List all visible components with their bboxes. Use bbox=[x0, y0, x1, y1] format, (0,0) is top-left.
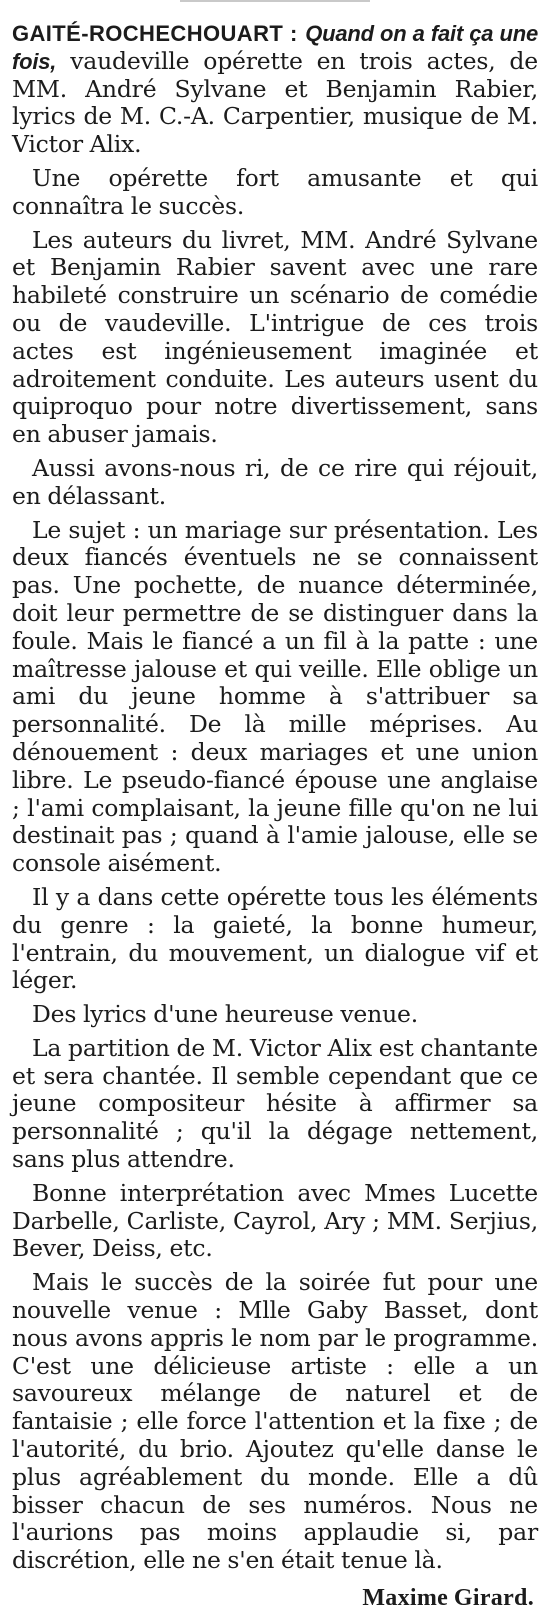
show-credits: vaudeville opérette en trois actes, de MM. André Sylvane et Benjamin Rabier, lyrics de M. C.-A. Carpentier, musique de M. Victor Alix. bbox=[12, 46, 538, 159]
paragraph-8: Bonne interprétation avec Mmes Lucette Darbelle, Carliste, Cayrol, Ary ; MM. Serjius, Bever, Deiss, etc. bbox=[12, 1178, 538, 1263]
paragraph-2: Les auteurs du livret, MM. André Sylvane et Benjamin Rabier savent avec une rare habileté construire un scénario de comédie ou de vaudeville. L'intrigue de ces trois actes est ingénieusement imaginée et adroitement conduite. Les auteurs usent du quiproquo pour notre divertissement, sans en abuser jamais. bbox=[12, 225, 538, 449]
paragraph-4: Le sujet : un mariage sur présentation. Les deux fiancés éventuels ne se connaissent pas. Une pochette, de nuance déterminée, doit leur permettre de se distinguer dans la foule. Mais le fiancé a un fil à la patte : une maîtresse jalouse et qui veille. Elle oblige un ami du jeune homme à s'attribuer sa personnalité. De là mille méprises. Au dénouement : deux mariages et une union libre. Le pseudo-fiancé épouse une anglaise ; l'ami complaisant, la jeune fille qu'on ne lui destinait pas ; quand à l'amie jalouse, elle se console aisément. bbox=[12, 515, 538, 878]
paragraph-5: Il y a dans cette opérette tous les éléments du genre : la gaieté, la bonne humeur, l'entrain, du mouvement, un dialogue vif et léger. bbox=[12, 882, 538, 995]
theatre-name: GAITÉ-ROCHECHOUART : bbox=[12, 21, 298, 46]
top-rule bbox=[180, 0, 370, 2]
paragraph-6: Des lyrics d'une heureuse venue. bbox=[32, 1000, 418, 1029]
article-header bbox=[12, 20, 538, 159]
author-signature: Maxime Girard. bbox=[362, 1585, 534, 1612]
paragraph-7: La partition de M. Victor Alix est chantante et sera chantée. Il semble cependant que ce jeune compositeur hésite à affirmer sa personnalité ; qu'il la dégage nettement, sans plus attendre. bbox=[12, 1033, 538, 1174]
show-title: Quand on a fait ça une fois, bbox=[12, 21, 538, 74]
paragraph-3: Aussi avons-nous ri, de ce rire qui réjouit, en délassant. bbox=[12, 453, 538, 510]
paragraph-1: Une opérette fort amusante et qui connaîtra le succès. bbox=[12, 163, 538, 220]
paragraph-9: Mais le succès de la soirée fut pour une nouvelle venue : Mlle Gaby Basset, dont nous avons appris le nom par le programme. C'est une délicieuse artiste : elle a un savoureux mélange de naturel et de fantaisie ; elle force l'attention et la fixe ; de l'autorité, du brio. Ajoutez qu'elle danse le plus agréablement du monde. Elle a dû bisser chacun de ses numéros. Nous ne l'aurions pas moins applaudie si, par discrétion, elle ne s'en était tenue là. bbox=[12, 1268, 538, 1575]
review-article bbox=[12, 20, 538, 1613]
